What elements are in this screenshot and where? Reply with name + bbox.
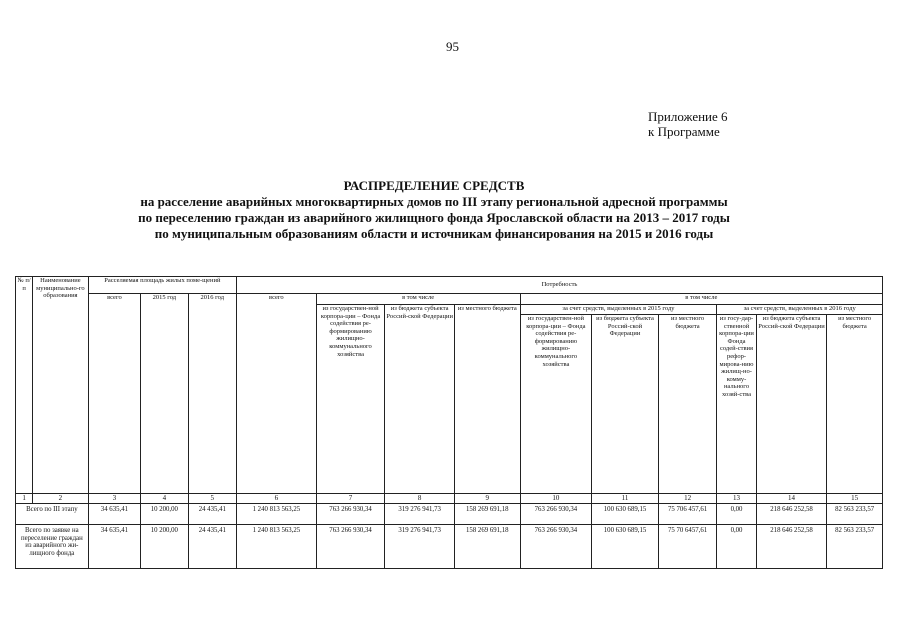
table-cell: 1 240 813 563,25 — [237, 504, 317, 525]
column-number: 11 — [592, 494, 659, 504]
column-number: 6 — [237, 494, 317, 504]
col-local-2016-header: из местного бюджета — [827, 315, 883, 494]
title-line-3: по переселению граждан из аварийного жилищного фонда Ярославской области на 2013 – 2017 годы — [138, 210, 730, 225]
col-fund-2016-header: из госу-дар-ственной корпора-ции Фонда содей-ствия рефор-мирова-нию жилищ-но-комму-нального хозяй-ства — [717, 315, 756, 494]
column-number: 10 — [520, 494, 592, 504]
col-subject-2015-header: из бюджета субъекта Россий-ской Федерации — [592, 315, 659, 494]
table-cell: 100 630 689,15 — [592, 525, 659, 569]
table-cell: 24 435,41 — [188, 525, 236, 569]
title-line-4: по муниципальным образованиям области и источникам финансирования на 2015 и 2016 годы — [154, 226, 714, 241]
document-title — [0, 178, 868, 242]
table-cell: 24 435,41 — [188, 504, 236, 525]
column-number: 1 — [16, 494, 33, 504]
column-number: 3 — [88, 494, 140, 504]
table-cell: 158 269 691,18 — [454, 525, 520, 569]
column-number: 5 — [188, 494, 236, 504]
table-cell: 34 635,41 — [88, 525, 140, 569]
table-cell: 82 563 233,57 — [827, 525, 883, 569]
appendix-line-1: Приложение 6 — [648, 109, 728, 124]
table-cell: 34 635,41 — [88, 504, 140, 525]
table-cell: 218 646 252,58 — [756, 504, 827, 525]
table-cell: 75 706 457,61 — [658, 504, 717, 525]
col-name-header: Наименование муниципально-го образования — [33, 277, 89, 494]
column-number: 4 — [141, 494, 188, 504]
col-need-total-header: всего — [237, 294, 317, 494]
appendix-line-2: к Программе — [648, 124, 720, 139]
title-line-1: РАСПРЕДЕЛЕНИЕ СРЕДСТВ — [343, 178, 525, 193]
table-cell: 75 70 6457,61 — [658, 525, 717, 569]
column-number: 15 — [827, 494, 883, 504]
table-cell: 319 276 941,73 — [385, 504, 455, 525]
funding-table — [15, 276, 883, 569]
table-cell: 10 200,00 — [141, 504, 188, 525]
col-local-budget-header: из местного бюджета — [454, 305, 520, 494]
column-number: 9 — [454, 494, 520, 504]
table-cell: 763 266 930,34 — [520, 504, 592, 525]
col-fund-header: из государствен-ной корпора-ции – Фонда содействия ре-формированию жилищно-коммунального хозяйства — [316, 305, 385, 494]
column-number: 14 — [756, 494, 827, 504]
appendix-note — [648, 109, 728, 139]
table-cell: 763 266 930,34 — [316, 504, 385, 525]
page-number: 95 — [446, 39, 459, 54]
col-area-header: Расселяемая площадь жилых поме-щений — [88, 277, 236, 294]
col-area-total-header: всего — [88, 294, 140, 494]
header-row-2 — [16, 294, 883, 305]
table-cell: 763 266 930,34 — [316, 525, 385, 569]
table-cell: 158 269 691,18 — [454, 504, 520, 525]
row-label: Всего по III этапу — [16, 504, 89, 525]
title-line-2: на расселение аварийных многоквартирных домов по III этапу региональной адресной программы — [140, 194, 728, 209]
table-cell: 100 630 689,15 — [592, 504, 659, 525]
column-number-row — [16, 494, 883, 504]
table-cell: 10 200,00 — [141, 525, 188, 569]
col-area-2015-header: 2015 год — [141, 294, 188, 494]
col-incl-header-2: в том числе — [520, 294, 882, 305]
column-number: 8 — [385, 494, 455, 504]
table-cell: 218 646 252,58 — [756, 525, 827, 569]
col-area-2016-header: 2016 год — [188, 294, 236, 494]
table-cell: 0,00 — [717, 504, 756, 525]
col-incl-header-1: в том числе — [316, 294, 520, 305]
table-cell: 763 266 930,34 — [520, 525, 592, 569]
col-local-2015-header: из местного бюджета — [658, 315, 717, 494]
table-cell: 1 240 813 563,25 — [237, 525, 317, 569]
col-2016-header: за счет средств, выделенных в 2016 году — [717, 305, 883, 315]
column-number: 13 — [717, 494, 756, 504]
row-label: Всего по заявке на переселение граждан из аварийного жи-лищного фонда — [16, 525, 89, 569]
col-subject-budget-header: из бюджета субъекта Россий-ской Федерации — [385, 305, 455, 494]
table-cell: 82 563 233,57 — [827, 504, 883, 525]
table-row — [16, 504, 883, 525]
col-2015-header: за счет средств, выделенных в 2015 году — [520, 305, 717, 315]
column-number: 7 — [316, 494, 385, 504]
table-cell: 0,00 — [717, 525, 756, 569]
table-row — [16, 525, 883, 569]
column-number: 12 — [658, 494, 717, 504]
column-number: 2 — [33, 494, 89, 504]
col-fund-2015-header: из государствен-ной корпора-ции – Фонда содействия ре-формированию жилищно-коммунального хозяйства — [520, 315, 592, 494]
col-num-header: № п/п — [16, 277, 33, 494]
header-row-1 — [16, 277, 883, 294]
col-need-header: Потребность — [237, 277, 883, 294]
table-cell: 319 276 941,73 — [385, 525, 455, 569]
col-subject-2016-header: из бюджета субъекта Россий-ской Федерации — [756, 315, 827, 494]
